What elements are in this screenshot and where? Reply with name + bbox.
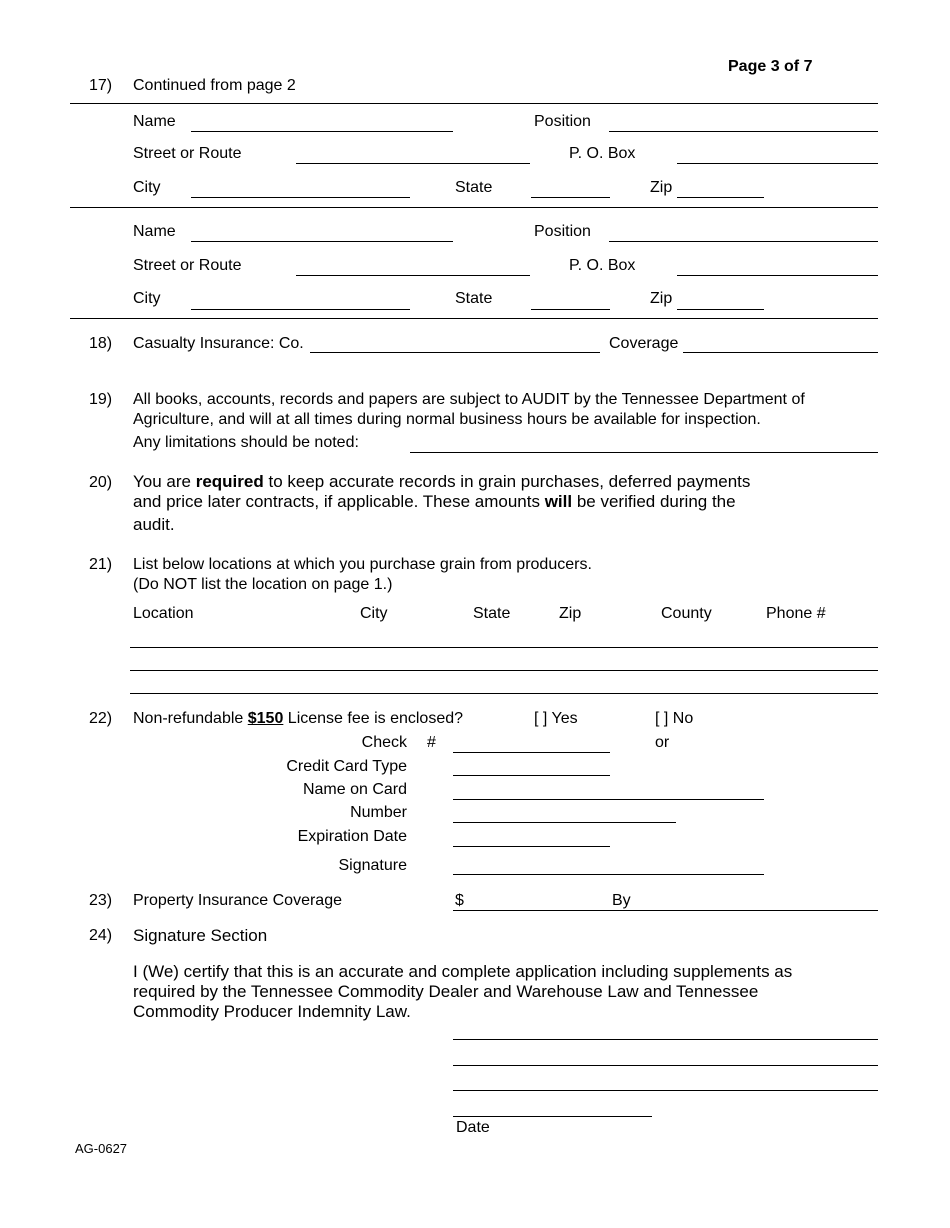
name-on-card-field[interactable] — [453, 799, 764, 800]
item-number-19: 19) — [89, 391, 113, 408]
pobox-field[interactable] — [677, 275, 878, 276]
signature-line[interactable] — [453, 1065, 878, 1066]
date-label: Date — [456, 1119, 490, 1136]
item-number-22: 22) — [89, 710, 113, 727]
item-number-24: 24) — [89, 927, 113, 944]
or-label: or — [655, 734, 670, 751]
zip-label: Zip — [650, 179, 673, 196]
dollar-sign: $ — [455, 892, 464, 909]
position-field[interactable] — [609, 241, 878, 242]
continued-label: Continued from page 2 — [133, 77, 296, 94]
signature-section-title: Signature Section — [133, 926, 268, 945]
property-coverage-field[interactable] — [453, 910, 878, 911]
position-label: Position — [534, 223, 591, 240]
date-field[interactable] — [453, 1116, 652, 1117]
certify-text-line3: Commodity Producer Indemnity Law. — [133, 1002, 411, 1021]
card-type-label: Credit Card Type — [286, 758, 407, 775]
name-label: Name — [133, 223, 176, 240]
zip-field[interactable] — [677, 309, 764, 310]
city-label: City — [133, 179, 161, 196]
locations-text-line1: List below locations at which you purchase grain from producers. — [133, 556, 592, 573]
expiration-label: Expiration Date — [297, 828, 407, 845]
card-number-field[interactable] — [453, 822, 676, 823]
name-field[interactable] — [191, 131, 453, 132]
locations-text-line2: (Do NOT list the location on page 1.) — [133, 576, 393, 593]
street-label: Street or Route — [133, 145, 242, 162]
street-label: Street or Route — [133, 257, 242, 274]
divider — [70, 207, 878, 208]
column-state: State — [473, 605, 511, 622]
column-city: City — [360, 605, 388, 622]
state-field[interactable] — [531, 197, 610, 198]
street-field[interactable] — [296, 163, 530, 164]
name-field[interactable] — [191, 241, 453, 242]
city-field[interactable] — [191, 197, 410, 198]
signature-label: Signature — [338, 857, 407, 874]
item-number-18: 18) — [89, 335, 113, 352]
state-label: State — [455, 290, 493, 307]
pobox-label: P. O. Box — [569, 257, 636, 274]
signature-field[interactable] — [453, 874, 764, 875]
column-location: Location — [133, 605, 194, 622]
item-number-17: 17) — [89, 77, 113, 94]
coverage-label: Coverage — [609, 335, 679, 352]
page-number: Page 3 of 7 — [728, 58, 813, 75]
records-text-line1: You are required to keep accurate records in grain purchases, deferred payments — [133, 472, 751, 491]
name-label: Name — [133, 113, 176, 130]
pobox-field[interactable] — [677, 163, 878, 164]
street-field[interactable] — [296, 275, 530, 276]
casualty-company-field[interactable] — [310, 352, 600, 353]
zip-field[interactable] — [677, 197, 764, 198]
state-label: State — [455, 179, 493, 196]
pobox-label: P. O. Box — [569, 145, 636, 162]
item-number-21: 21) — [89, 556, 113, 573]
name-on-card-label: Name on Card — [302, 781, 407, 798]
casualty-label: Casualty Insurance: Co. — [133, 335, 304, 352]
card-type-field[interactable] — [453, 775, 610, 776]
item-number-20: 20) — [89, 474, 113, 491]
expiration-field[interactable] — [453, 846, 610, 847]
position-field[interactable] — [609, 131, 878, 132]
records-text-line2: and price later contracts, if applicable. These amounts will be verified during the — [133, 492, 736, 511]
check-label: Check — [361, 734, 407, 751]
limitations-label: Any limitations should be noted: — [133, 434, 359, 451]
signature-line[interactable] — [453, 1090, 878, 1091]
column-phone: Phone # — [766, 605, 826, 622]
check-number-field[interactable] — [453, 752, 610, 753]
property-insurance-label: Property Insurance Coverage — [133, 892, 342, 909]
location-row-line[interactable] — [130, 670, 878, 671]
column-county: County — [661, 605, 712, 622]
audit-text-line2: Agriculture, and will at all times during normal business hours be available for inspection. — [133, 411, 761, 428]
certify-text-line1: I (We) certify that this is an accurate and complete application including supplements as — [133, 962, 793, 981]
fee-yes-checkbox[interactable]: [ ] Yes — [534, 710, 578, 727]
city-field[interactable] — [191, 309, 410, 310]
audit-text-line1: All books, accounts, records and papers are subject to AUDIT by the Tennessee Department of — [133, 391, 805, 408]
column-zip: Zip — [559, 605, 582, 622]
license-fee-question: Non-refundable $150 License fee is enclosed? — [133, 710, 464, 727]
fee-no-checkbox[interactable]: [ ] No — [655, 710, 694, 727]
certify-text-line2: required by the Tennessee Commodity Dealer and Warehouse Law and Tennessee — [133, 982, 759, 1001]
item-number-23: 23) — [89, 892, 113, 909]
by-label: By — [612, 892, 631, 909]
records-text-line3: audit. — [133, 515, 175, 534]
city-label: City — [133, 290, 161, 307]
state-field[interactable] — [531, 309, 610, 310]
zip-label: Zip — [650, 290, 673, 307]
limitations-field[interactable] — [410, 452, 878, 453]
divider — [70, 103, 878, 104]
signature-line[interactable] — [453, 1039, 878, 1040]
location-row-line[interactable] — [130, 647, 878, 648]
card-number-label: Number — [350, 804, 407, 821]
form-number: AG-0627 — [75, 1141, 128, 1156]
divider — [70, 318, 878, 319]
position-label: Position — [534, 113, 591, 130]
coverage-field[interactable] — [683, 352, 878, 353]
location-row-line[interactable] — [130, 693, 878, 694]
check-number-sign: # — [427, 734, 436, 751]
